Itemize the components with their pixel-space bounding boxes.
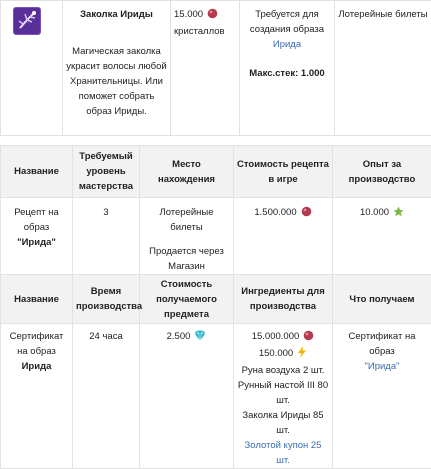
- ingredient-tincture: Рунный настой III 80 шт.: [237, 378, 329, 408]
- recipe-header-exp: Опыт за производство: [333, 146, 431, 198]
- production-ingredients-cell: [234, 324, 333, 469]
- recipe-location-1: Лотерейные билеты: [143, 205, 230, 235]
- ingredient-rune: Руна воздуха 2 шт.: [237, 363, 329, 378]
- production-time: 24 часа: [73, 324, 140, 469]
- production-name-bold: Ирида: [4, 359, 69, 374]
- recipe-name-cell: [1, 198, 73, 275]
- production-table: [0, 274, 431, 469]
- ingredient-crystals: 15.000.000: [252, 331, 300, 342]
- item-price-cell: [171, 1, 240, 136]
- star-icon: [393, 206, 404, 222]
- item-max-stack: Макс.стек: 1.000: [243, 66, 331, 81]
- crystal-icon: [303, 330, 314, 346]
- recipe-location-cell: [140, 198, 234, 275]
- recipe-level: 3: [73, 198, 140, 275]
- production-header-value: Стоимость получаемого предмета: [140, 275, 234, 324]
- item-required-cell: [240, 1, 335, 136]
- recipe-table: [0, 145, 431, 275]
- recipe-cost-cell: [234, 198, 333, 275]
- recipe-exp-cell: [333, 198, 431, 275]
- item-price-value: 15.000: [174, 9, 203, 20]
- item-required-text: Требуется для создания образа: [250, 9, 324, 35]
- recipe-exp: 10.000: [360, 207, 389, 218]
- ingredient-hairpin: Заколка Ириды 85 шт.: [237, 408, 329, 438]
- production-header-ingredients: Ингредиенты для производства: [234, 275, 333, 324]
- recipe-header-cost: Стоимость рецепта в игре: [234, 146, 333, 198]
- crystal-icon: [207, 8, 218, 24]
- item-description: Магическая заколка украсит волосы любой Хранительницы. Или поможет собрать образ Ириды.: [66, 44, 167, 119]
- crystal-icon: [301, 206, 312, 222]
- production-header-result: Что получаем: [333, 275, 431, 324]
- item-source: Лотерейные билеты: [338, 7, 428, 22]
- table-row: [1, 198, 431, 275]
- item-price-unit: кристаллов: [174, 24, 236, 39]
- recipe-header-location: Место нахождения: [140, 146, 234, 198]
- production-result-cell: [333, 324, 431, 469]
- ingredient-energy: 150.000: [259, 348, 293, 359]
- lightning-icon: [297, 346, 307, 363]
- item-name-cell: [63, 1, 171, 136]
- item-info-table: [0, 0, 431, 136]
- hairpin-item-icon: [13, 7, 41, 35]
- ingredient-coupon[interactable]: Золотой купон 25 шт.: [237, 438, 329, 468]
- recipe-cost: 1.500.000: [254, 207, 296, 218]
- production-value: 2.500: [167, 331, 191, 342]
- production-name-prefix: Сертификат на образ: [4, 329, 69, 359]
- production-header-time: Время производства: [73, 275, 140, 324]
- recipe-name-prefix: Рецепт на образ: [4, 205, 69, 235]
- recipe-header-level: Требуемый уровень мастерства: [73, 146, 140, 198]
- diamond-icon: [194, 330, 206, 346]
- production-name-cell: [1, 324, 73, 469]
- table-row: [1, 324, 431, 469]
- item-name: Заколка Ириды: [66, 7, 167, 22]
- production-result-prefix: Сертификат на образ: [336, 329, 428, 359]
- item-icon-cell: [1, 1, 63, 136]
- item-source-cell: [335, 1, 431, 136]
- production-header-name: Название: [1, 275, 73, 324]
- item-required-link[interactable]: Ирида: [273, 39, 301, 50]
- production-value-cell: [140, 324, 234, 469]
- production-result-link[interactable]: "Ирида": [336, 359, 428, 374]
- recipe-location-2: Продается через Магазин: [143, 244, 230, 274]
- recipe-header-name: Название: [1, 146, 73, 198]
- recipe-name-bold: "Ирида": [4, 235, 69, 250]
